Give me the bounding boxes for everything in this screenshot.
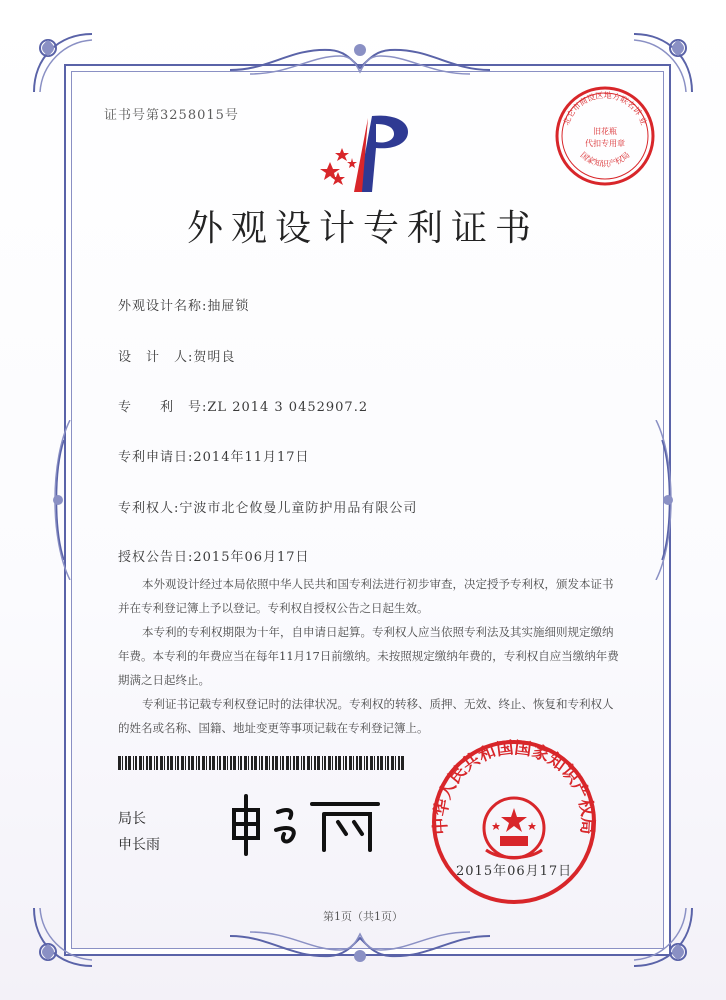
barcode-bar <box>154 756 155 770</box>
barcode-bar <box>293 756 295 770</box>
barcode-bar <box>366 756 368 770</box>
barcode-bar <box>209 756 211 770</box>
barcode-bar <box>401 756 404 770</box>
barcode-bar <box>370 756 373 770</box>
barcode-bar <box>167 756 169 770</box>
stamp-ring-text: 北仑市商设区地方联名诉 业 <box>561 90 649 127</box>
stamp-center-line-1: 旧花瓶 <box>593 127 617 136</box>
barcode-bar <box>170 756 173 770</box>
barcode-bar <box>217 756 218 770</box>
barcode-bar <box>122 756 123 770</box>
barcode-bar <box>332 756 333 770</box>
barcode-bar <box>345 756 347 770</box>
stamp-bottom-text: 国家知识产权局 <box>578 150 632 169</box>
certificate-body <box>118 572 623 740</box>
barcode-bar <box>356 756 358 770</box>
field-value: 宁波市北仑攸曼儿童防护用品有限公司 <box>179 501 418 516</box>
corner-ornament-icon <box>28 28 98 98</box>
barcode-bar <box>377 756 379 770</box>
side-ornament-icon <box>646 420 686 580</box>
barcode-bar <box>196 756 197 770</box>
field-designer <box>118 346 235 365</box>
page-number: 第1页（共1页） <box>323 910 403 923</box>
barcode-bar <box>177 756 179 770</box>
barcode-bar <box>227 756 228 770</box>
stamp-center-line-2: 代扣专用章 <box>585 139 625 148</box>
barcode-bar <box>160 756 163 770</box>
certificate-number: 证书号第3258015号 <box>104 108 239 123</box>
field-label: 专 利 号: <box>118 400 208 415</box>
barcode-bar <box>364 756 365 770</box>
body-paragraph: 本外观设计经过本局依照中华人民共和国专利法进行初步审查，决定授予专利权，颁发本证书并在专利登记簿上予以登记。专利权自授权公告之日起生效。 <box>118 577 614 615</box>
barcode-bar <box>335 756 337 770</box>
signature-role: 局长 <box>118 811 146 827</box>
barcode-bar <box>233 756 236 770</box>
barcode-bar <box>391 756 394 770</box>
barcode-bar <box>282 756 284 770</box>
barcode-bar <box>398 756 400 770</box>
barcode-bar <box>275 756 278 770</box>
seal-date: 2015年06月17日 <box>456 864 573 879</box>
barcode-bar <box>338 756 341 770</box>
agent-stamp-icon <box>553 84 657 188</box>
barcode-bar <box>395 756 396 770</box>
barcode-bar <box>230 756 232 770</box>
official-seal-icon <box>430 738 598 906</box>
seal-ring-text: 中华人民共和国国家知识产权局 <box>430 738 598 835</box>
bottom-ornament-icon <box>230 930 490 966</box>
barcode-bar <box>139 756 142 770</box>
barcode-bar <box>380 756 383 770</box>
side-ornament-icon <box>40 420 80 580</box>
barcode-bar <box>307 756 310 770</box>
barcode-bar <box>125 756 127 770</box>
barcode-bar <box>385 756 386 770</box>
barcode-bar <box>301 756 302 770</box>
field-label: 设 计 人: <box>118 350 194 365</box>
barcode-bar <box>254 756 257 770</box>
barcode-bar <box>181 756 184 770</box>
barcode-bar <box>374 756 375 770</box>
barcode-bar <box>324 756 326 770</box>
barcode-bar <box>146 756 148 770</box>
field-patent-number <box>118 396 368 415</box>
barcode-bar <box>175 756 176 770</box>
barcode-bar <box>286 756 289 770</box>
barcode-bar <box>118 756 121 770</box>
svg-text:国家知识产权局 <box>579 150 632 168</box>
barcode-bar <box>248 756 249 770</box>
barcode <box>118 756 408 770</box>
barcode-bar <box>280 756 281 770</box>
sipo-logo-icon <box>318 112 414 198</box>
field-patentee <box>118 497 417 516</box>
field-value: 2014年11月17日 <box>193 450 310 465</box>
field-label: 专利权人: <box>118 501 180 516</box>
barcode-bar <box>349 756 352 770</box>
barcode-bar <box>156 756 158 770</box>
barcode-bar <box>265 756 268 770</box>
barcode-bar <box>311 756 312 770</box>
field-label: 外观设计名称: <box>118 299 208 314</box>
field-value: ZL 2014 3 0452907.2 <box>207 400 369 415</box>
barcode-bar <box>240 756 242 770</box>
certificate-title: 外观设计专利证书 <box>186 208 539 249</box>
barcode-bar <box>143 756 144 770</box>
barcode-bar <box>212 756 215 770</box>
barcode-bar <box>202 756 205 770</box>
field-value: 2015年06月17日 <box>193 550 310 565</box>
barcode-bar <box>269 756 270 770</box>
barcode-bar <box>164 756 165 770</box>
barcode-bar <box>128 756 131 770</box>
barcode-bar <box>244 756 247 770</box>
barcode-bar <box>387 756 389 770</box>
barcode-bar <box>133 756 134 770</box>
field-value: 贺明良 <box>193 350 236 365</box>
barcode-bar <box>314 756 316 770</box>
barcode-bar <box>259 756 260 770</box>
field-announcement-date <box>118 546 310 565</box>
barcode-bar <box>353 756 354 770</box>
barcode-bar <box>322 756 323 770</box>
barcode-bar <box>223 756 226 770</box>
barcode-bar <box>188 756 190 770</box>
barcode-bar <box>343 756 344 770</box>
barcode-bar <box>219 756 221 770</box>
field-label: 专利申请日: <box>118 450 194 465</box>
body-paragraph: 本专利的专利权期限为十年，自申请日起算。专利权人应当依照专利法及其实施细则规定缴纳年费。本专利的年费应当在每年11月17日前缴纳。未按照规定缴纳年费的，专利权自应当缴纳年费期满之日起终止。 <box>118 625 619 687</box>
barcode-bar <box>303 756 305 770</box>
barcode-bar <box>206 756 207 770</box>
barcode-bar <box>290 756 291 770</box>
handwritten-signature <box>228 790 388 860</box>
barcode-bar <box>272 756 274 770</box>
barcode-bar <box>251 756 253 770</box>
field-value: 抽屉锁 <box>207 299 250 314</box>
barcode-bar <box>191 756 194 770</box>
body-paragraph: 专利证书记载专利权登记时的法律状况。专利权的转移、质押、无效、终止、恢复和专利权人的姓名或名称、国籍、地址变更等事项记载在专利登记簿上。 <box>118 697 614 735</box>
svg-text:北仑市商设区地方联名诉 业 <box>561 90 649 127</box>
field-application-date <box>118 446 310 465</box>
barcode-bar <box>149 756 152 770</box>
barcode-bar <box>135 756 137 770</box>
field-label: 授权公告日: <box>118 550 194 565</box>
barcode-bar <box>238 756 239 770</box>
barcode-bar <box>185 756 186 770</box>
signature-name: 申长雨 <box>118 837 160 853</box>
barcode-bar <box>198 756 200 770</box>
barcode-bar <box>317 756 320 770</box>
barcode-bar <box>359 756 362 770</box>
top-ornament-icon <box>230 40 490 76</box>
field-design-name <box>118 295 249 314</box>
barcode-bar <box>296 756 299 770</box>
barcode-bar <box>261 756 263 770</box>
barcode-bar <box>328 756 331 770</box>
